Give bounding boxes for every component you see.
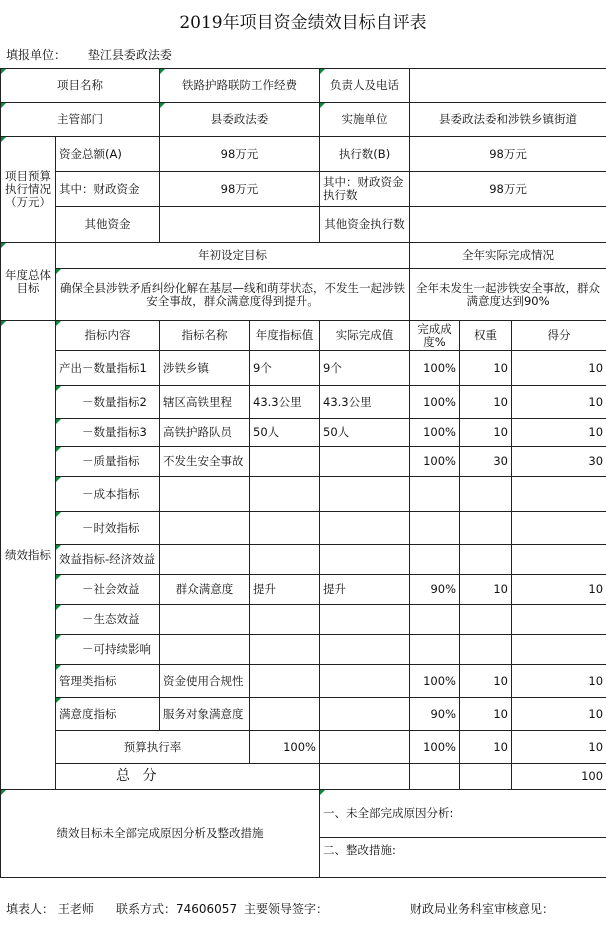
table-row	[1, 698, 606, 731]
row-actual	[320, 698, 410, 731]
other-exec-value	[410, 207, 606, 243]
row-target: 43.3公里	[250, 386, 320, 419]
row-content: 产出－数量指标1	[56, 351, 160, 386]
row-name: 涉铁乡镇	[160, 351, 250, 386]
row-target: 50人	[250, 419, 320, 447]
total-value: 98万元	[160, 137, 320, 172]
row-name	[160, 605, 250, 635]
row-budget-rate	[1, 731, 606, 764]
fiscal-value: 98万元	[160, 172, 320, 207]
table-row	[1, 351, 606, 386]
owner-value	[410, 69, 606, 103]
row-rate: 100%	[410, 386, 460, 419]
row-weight	[460, 477, 512, 512]
table-row	[1, 447, 606, 477]
other-exec-label: 其他资金执行数	[320, 207, 410, 243]
header-name: 指标名称	[160, 321, 250, 351]
table-row	[1, 545, 606, 575]
row-score: 10	[512, 419, 606, 447]
row-rate	[410, 605, 460, 635]
budget-rate-weight: 10	[460, 731, 512, 764]
row-score: 30	[512, 447, 606, 477]
row-rate	[410, 512, 460, 545]
total-empty-2	[410, 764, 460, 790]
row-actual: 9个	[320, 351, 410, 386]
row-total	[1, 764, 606, 790]
budget-rate-target: 100%	[250, 731, 320, 764]
row-score	[512, 605, 606, 635]
budget-rate-label: 预算执行率	[56, 731, 250, 764]
budget-rate-score: 10	[512, 731, 606, 764]
row-target	[250, 545, 320, 575]
impl-value: 县委政法委和涉铁乡镇街道	[410, 103, 606, 137]
row-target: 提升	[250, 575, 320, 605]
row-actual	[320, 512, 410, 545]
fiscal-label: 其中：财政资金	[56, 172, 160, 207]
table-row	[1, 386, 606, 419]
row-rate	[410, 545, 460, 575]
header-weight: 权重	[460, 321, 512, 351]
row-target: 9个	[250, 351, 320, 386]
header-actual: 实际完成值	[320, 321, 410, 351]
row-content: －质量指标	[56, 447, 160, 477]
unit-label: 填报单位：	[6, 48, 67, 62]
row-content: －可持续影响	[56, 635, 160, 665]
header-content: 指标内容	[56, 321, 160, 351]
row-perf-header	[1, 321, 606, 351]
row-rate: 100%	[410, 419, 460, 447]
row-name: 辖区高铁里程	[160, 386, 250, 419]
row-dept	[1, 103, 606, 137]
total-empty-3	[460, 764, 512, 790]
row-name: 群众满意度	[160, 575, 250, 605]
total-label-text: 总 分	[116, 768, 161, 784]
row-name: 高铁护路队员	[160, 419, 250, 447]
row-actual	[320, 447, 410, 477]
dept-value: 县委政法委	[160, 103, 320, 137]
evaluation-table	[0, 68, 606, 878]
row-name: 资金使用合规性	[160, 665, 250, 698]
row-budget-other	[1, 207, 606, 243]
row-name	[160, 512, 250, 545]
budget-rate-actual	[320, 731, 410, 764]
row-content: －数量指标3	[56, 419, 160, 447]
annual-goal-label: 年度总体目标	[1, 243, 56, 321]
row-target	[250, 512, 320, 545]
row-rate: 90%	[410, 575, 460, 605]
table-row	[1, 605, 606, 635]
total-weight: 100	[512, 764, 606, 790]
row-actual	[320, 635, 410, 665]
row-actual: 提升	[320, 575, 410, 605]
page-title: 2019年项目资金绩效目标自评表	[179, 13, 427, 33]
row-score	[512, 635, 606, 665]
row-rate: 100%	[410, 665, 460, 698]
row-reason	[1, 790, 606, 838]
row-content: －成本指标	[56, 477, 160, 512]
row-rate: 90%	[410, 698, 460, 731]
row-content: 效益指标-经济效益	[56, 545, 160, 575]
row-content: －时效指标	[56, 512, 160, 545]
header-target: 年度指标值	[250, 321, 320, 351]
table-row	[1, 419, 606, 447]
row-weight	[460, 545, 512, 575]
row-weight: 30	[460, 447, 512, 477]
row-weight: 10	[460, 698, 512, 731]
row-score: 10	[512, 386, 606, 419]
row-actual	[320, 545, 410, 575]
row-content: －生态效益	[56, 605, 160, 635]
row-actual	[320, 477, 410, 512]
row-rate: 100%	[410, 447, 460, 477]
row-weight: 10	[460, 351, 512, 386]
row-content: －社会效益	[56, 575, 160, 605]
row-target	[250, 698, 320, 731]
owner-label: 负责人及电话	[320, 69, 410, 103]
row-score: 10	[512, 698, 606, 731]
total-label	[56, 764, 320, 790]
row-actual: 43.3公里	[320, 386, 410, 419]
fiscal-exec-value: 98万元	[410, 172, 606, 207]
unit-line	[6, 46, 190, 63]
row-name	[160, 545, 250, 575]
contact: 联系方式：74606057	[116, 902, 238, 916]
row-score	[512, 477, 606, 512]
planned-header: 年初设定目标	[56, 243, 410, 269]
row-name: 不发生安全事故	[160, 447, 250, 477]
budget-section-label: 项目预算执行情况（万元）	[1, 137, 56, 243]
row-budget-fiscal	[1, 172, 606, 207]
actual-text: 全年未发生一起涉铁安全事故，群众满意度达到90%	[410, 269, 606, 321]
header-score: 得分	[512, 321, 606, 351]
row-content: －数量指标2	[56, 386, 160, 419]
row-weight	[460, 605, 512, 635]
row-target	[250, 635, 320, 665]
table-row	[1, 512, 606, 545]
total-label: 资金总额(A)	[56, 137, 160, 172]
row-name: 服务对象满意度	[160, 698, 250, 731]
row-target	[250, 477, 320, 512]
table-row	[1, 665, 606, 698]
row-rate	[410, 477, 460, 512]
project-name-label: 项目名称	[1, 69, 160, 103]
row-weight: 10	[460, 665, 512, 698]
row-project-name	[1, 69, 606, 103]
row-content: 满意度指标	[56, 698, 160, 731]
row-weight	[460, 635, 512, 665]
row-target	[250, 447, 320, 477]
reasons-section-label: 绩效目标未全部完成原因分析及整改措施	[1, 790, 320, 878]
row-weight: 10	[460, 419, 512, 447]
row-weight: 10	[460, 575, 512, 605]
unit-value: 垫江县委政法委	[87, 48, 172, 62]
row-name	[160, 477, 250, 512]
header-rate: 完成成度%	[410, 321, 460, 351]
row-budget-total	[1, 137, 606, 172]
fix-label: 二、整改措施:	[320, 838, 606, 878]
row-rate: 100%	[410, 351, 460, 386]
exec-label: 执行数(B)	[320, 137, 410, 172]
row-target	[250, 605, 320, 635]
exec-value: 98万元	[410, 137, 606, 172]
planned-text: 确保全县涉铁矛盾纠纷化解在基层—线和萌芽状态，不发生一起涉铁安全事故，群众满意度得到提升。	[56, 269, 410, 321]
row-score: 10	[512, 665, 606, 698]
row-target	[250, 665, 320, 698]
row-actual	[320, 605, 410, 635]
project-name-value: 铁路护路联防工作经费	[160, 69, 320, 103]
row-score	[512, 545, 606, 575]
reason-label: 一、未全部完成原因分析:	[320, 790, 606, 838]
table-row	[1, 477, 606, 512]
row-content: 管理类指标	[56, 665, 160, 698]
performance-section-label: 绩效指标	[1, 321, 56, 790]
row-actual	[320, 665, 410, 698]
dept-label: 主管部门	[1, 103, 160, 137]
fiscal-exec-label: 其中：财政资金执行数	[320, 172, 410, 207]
actual-header: 全年实际完成情况	[410, 243, 606, 269]
budget-rate-rate: 100%	[410, 731, 460, 764]
row-goal-header	[1, 243, 606, 269]
row-goal-text	[1, 269, 606, 321]
total-empty-1	[320, 764, 410, 790]
table-row	[1, 635, 606, 665]
row-score: 10	[512, 351, 606, 386]
leader-signature: 主要领导签字：	[244, 902, 329, 916]
row-score: 10	[512, 575, 606, 605]
row-name	[160, 635, 250, 665]
filler: 填表人： 王老师	[6, 902, 94, 916]
impl-label: 实施单位	[320, 103, 410, 137]
table-row	[1, 575, 606, 605]
row-weight	[460, 512, 512, 545]
row-actual: 50人	[320, 419, 410, 447]
row-weight: 10	[460, 386, 512, 419]
other-label: 其他资金	[56, 207, 160, 243]
finance-review: 财政局业务科室审核意见：	[410, 902, 555, 916]
other-value	[160, 207, 320, 243]
row-score	[512, 512, 606, 545]
row-rate	[410, 635, 460, 665]
